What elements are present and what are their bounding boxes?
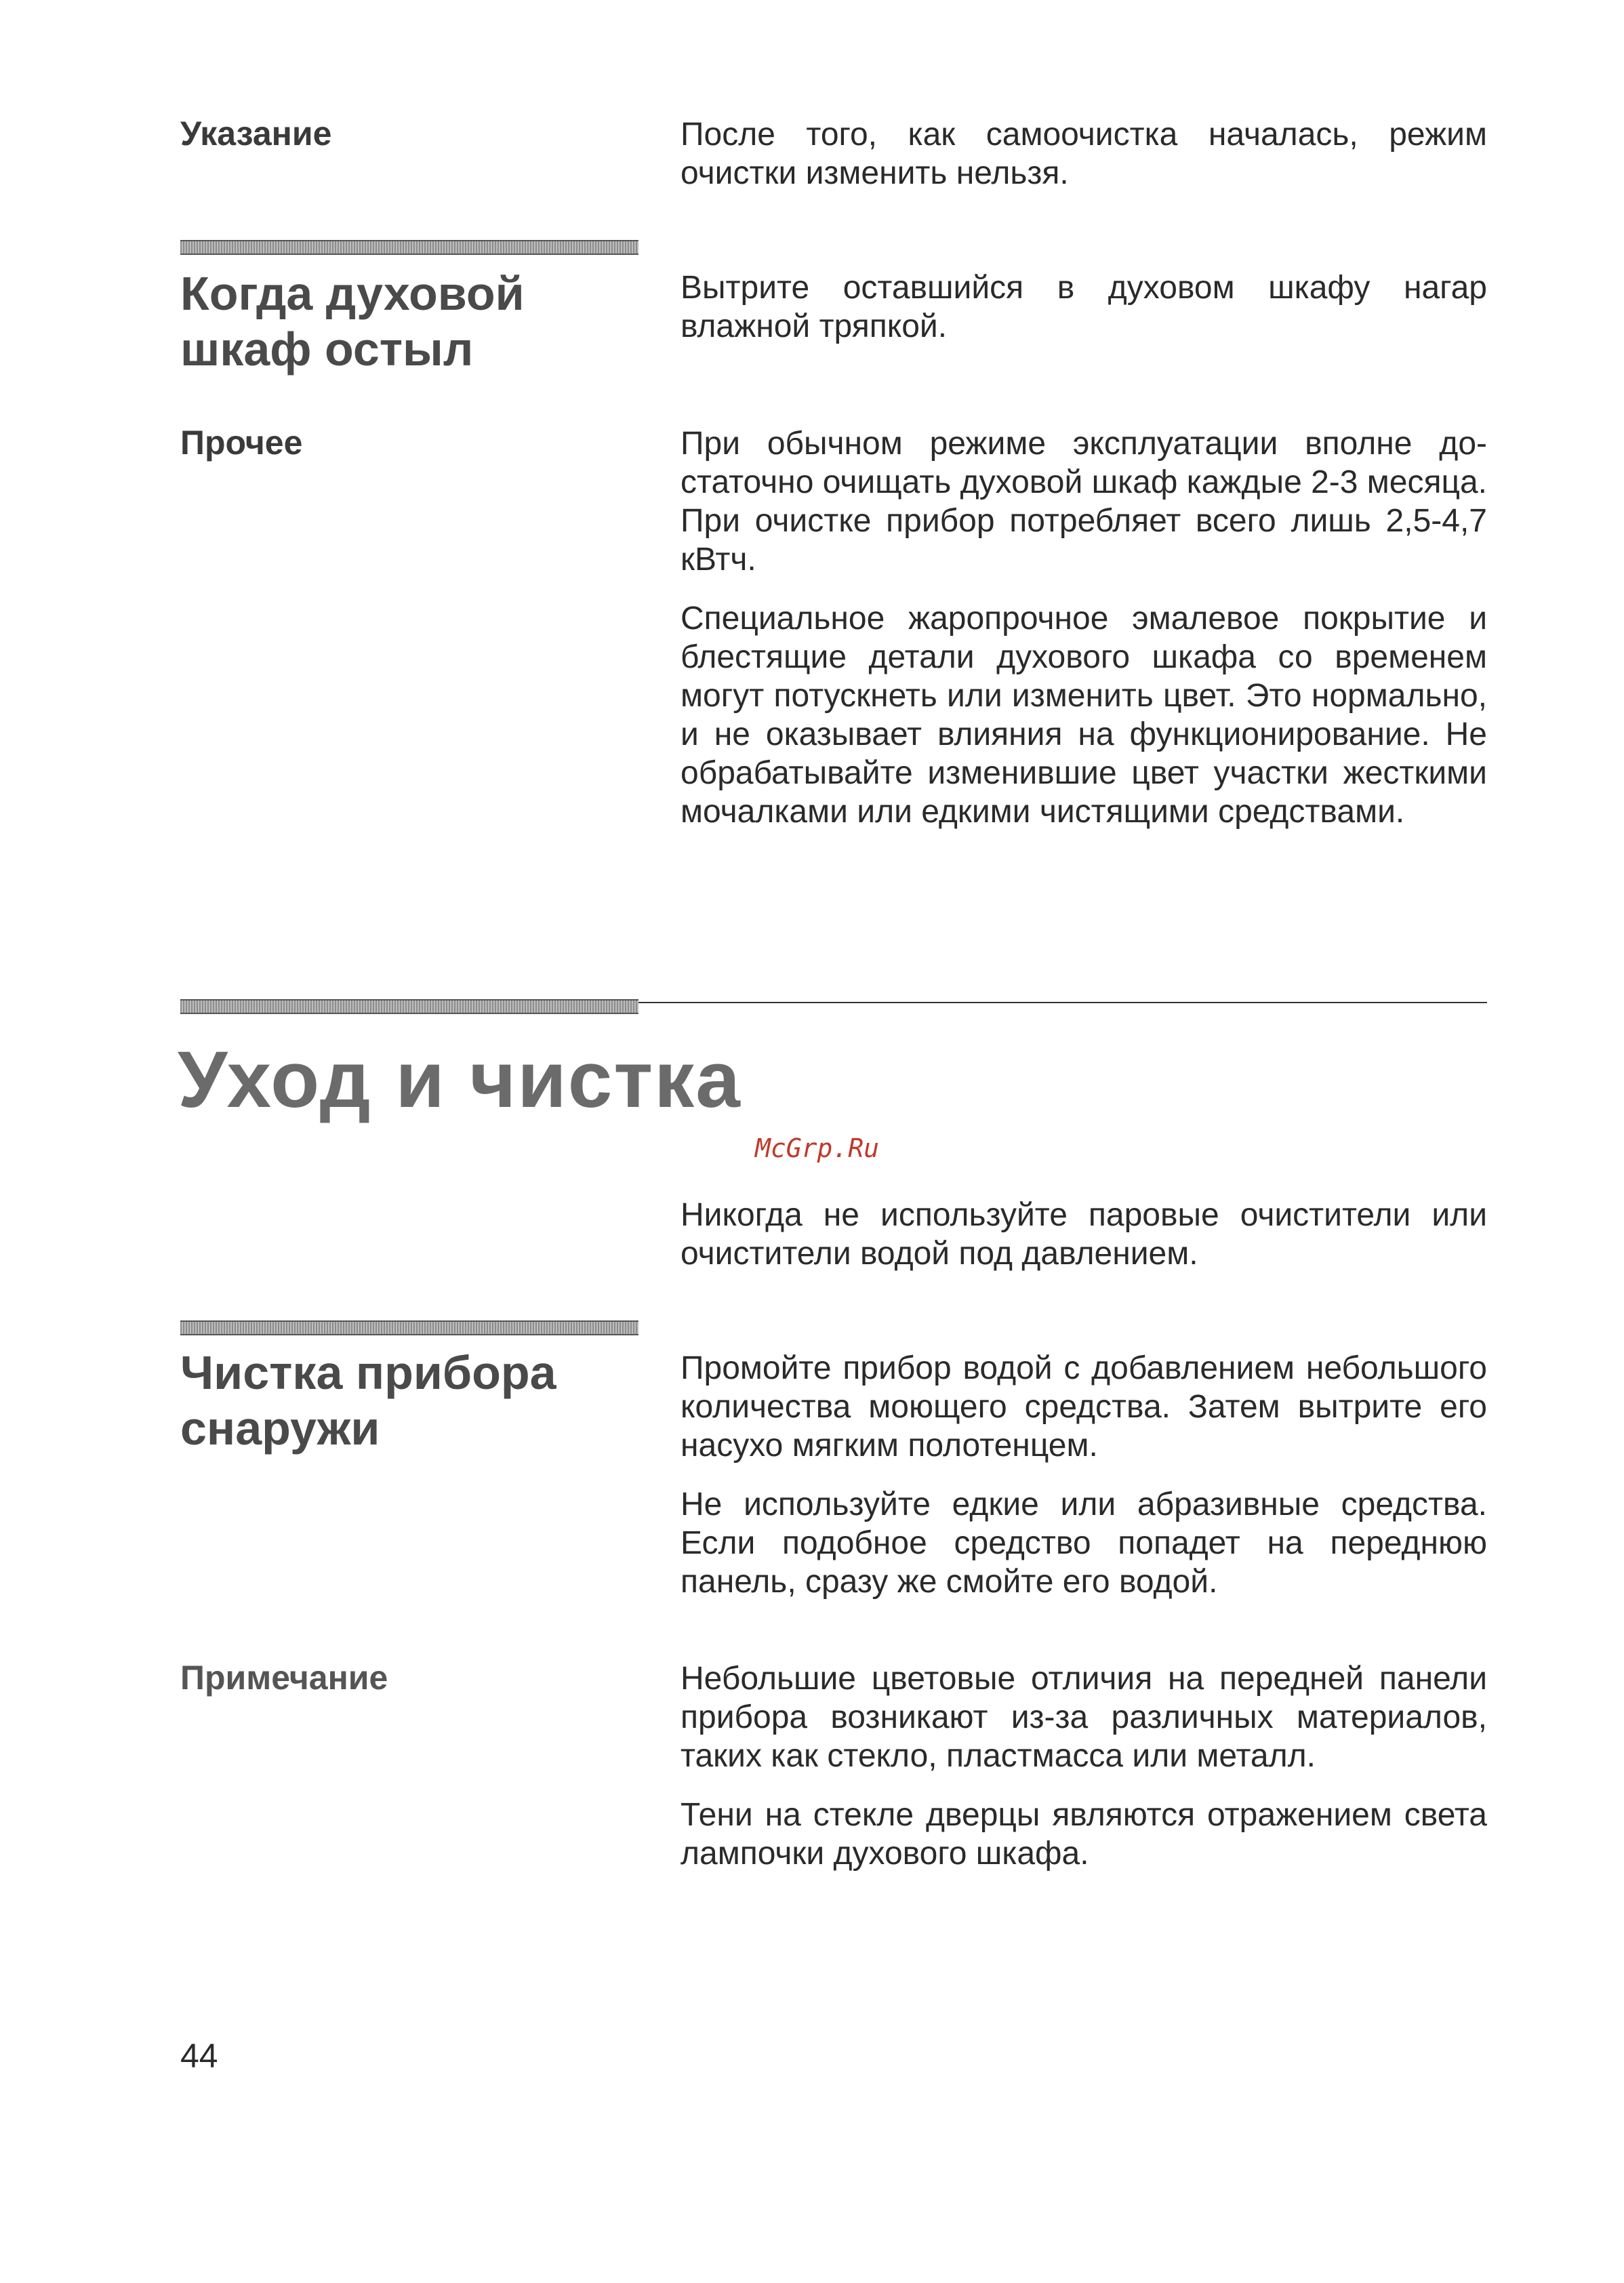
other-text xyxy=(681,424,1487,851)
remark-paragraph-2: Тени на стекле дверцы являются отражением света лампочки духового шкафа. xyxy=(681,1797,1487,1872)
section-title-line: Когда духовой xyxy=(180,267,525,320)
main-heading: Уход и чистка xyxy=(178,1035,742,1125)
section-rule xyxy=(180,1320,638,1335)
section-title-line: снаружи xyxy=(180,1402,380,1455)
section-title-oven-cooled xyxy=(180,266,655,377)
section-title-line: Чистка прибора xyxy=(180,1346,556,1399)
note-text xyxy=(681,115,1487,213)
remark-paragraph-1: Небольшие цветовые отличия на передней панели прибора возникают из-за различных материалов, таких как стекло, пластмасса или металл. xyxy=(681,1661,1487,1774)
section-rule xyxy=(180,240,638,255)
section-title-exterior-cleaning xyxy=(180,1345,655,1456)
warning-text xyxy=(681,1196,1487,1293)
oven-cooled-paragraph: Вытрите оставшийся в духовом шкафу нагар влажной тряпкой. xyxy=(681,270,1487,344)
exterior-cleaning-text xyxy=(681,1349,1487,1621)
other-paragraph-1: При обычном режиме эксплуатации вполне достаточно очищать духовой шкаф каждые 2-3 месяца. При очистке прибор потребляет всего лишь 2,5-4,7 кВтч. xyxy=(681,426,1488,578)
page-number: 44 xyxy=(180,2037,218,2075)
label-other: Прочее xyxy=(180,424,303,462)
remark-text xyxy=(681,1659,1487,1893)
section-title-line: шкаф остыл xyxy=(180,323,474,376)
note-paragraph: После того, как самоочистка началась, режим очистки изменить нельзя. xyxy=(681,117,1487,191)
divider-line xyxy=(638,1002,1487,1003)
label-remark: Примечание xyxy=(180,1659,388,1697)
label-note: Указание xyxy=(180,115,332,153)
warning-paragraph: Никогда не используйте паровые очистители или очистители водой под давлением. xyxy=(681,1197,1487,1272)
exterior-paragraph-2: Не используйте едкие или абразивные средства. Если подобное средство попадет на переднюю панель, сразу же смойте его водой. xyxy=(681,1487,1487,1600)
other-paragraph-2: Специальное жаропрочное эмалевое покрытие и блестящие детали духового шкафа со временем могут потускнеть или изменить цвет. Это нормально, и не оказывает влияния на функционирование. Не обрабатывайте изменившие цвет участки жесткими мочалками или едкими чистящими средствами. xyxy=(681,601,1487,830)
exterior-paragraph-1: Промойте прибор водой с добавлением небольшого количества моющего средства. Затем вытрите его насухо мягким полотенцем. xyxy=(681,1350,1487,1463)
section-rule xyxy=(180,999,638,1014)
oven-cooled-text xyxy=(681,268,1487,366)
watermark: McGrp.Ru xyxy=(755,1133,880,1163)
